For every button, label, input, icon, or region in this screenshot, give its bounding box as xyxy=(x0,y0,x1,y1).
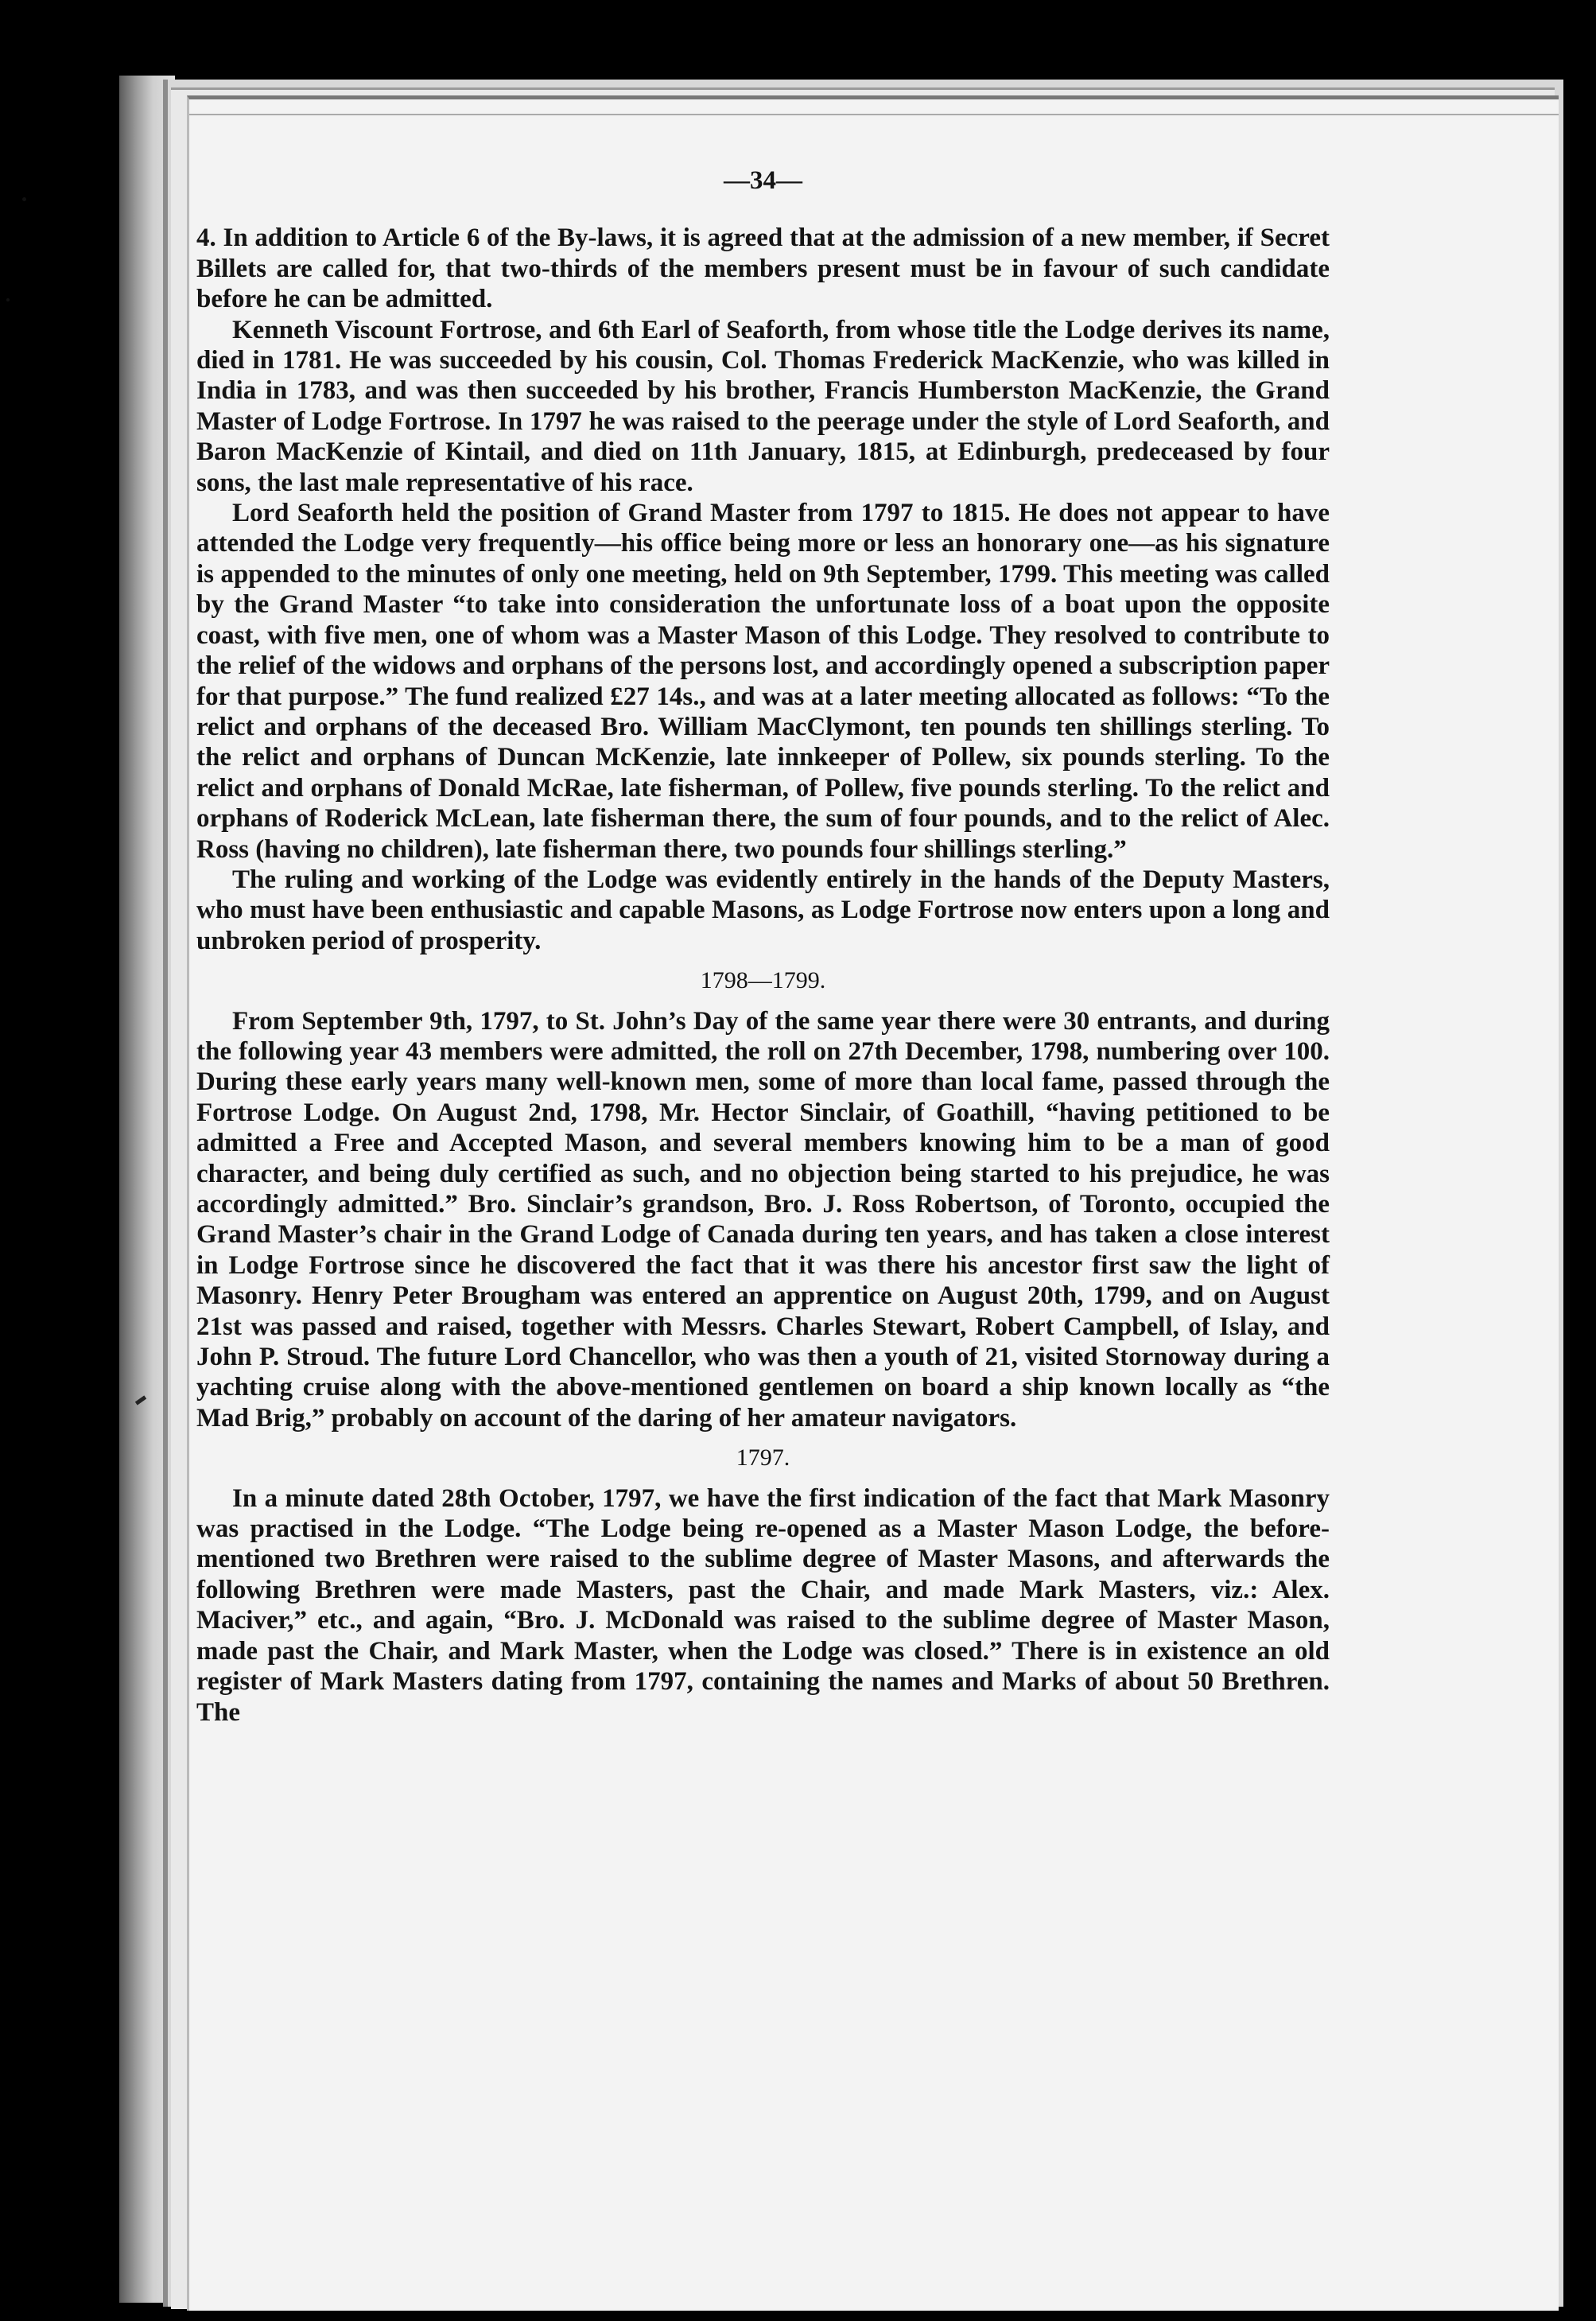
paragraph-seaforth-lineage: Kenneth Viscount Fortrose, and 6th Earl of Seaforth, from whose title the Lodge derives its name, died in 1781. He was succeeded by his cousin, Col. Thomas Frederick MacKenzie, who was killed in India in 1783, and was then succeeded by his brother, Francis Humberston MacKenzie, the Grand Master of Lodge Fortrose. In 1797 he was raised to the peerage under the style of Lord Seaforth, and Baron MacKenzie of Kintail, and died on 11th January, 1815, at Edinburgh, predeceased by four sons, the last male representative of his race. xyxy=(196,315,1330,497)
paragraph-grand-master: Lord Seaforth held the position of Grand Master from 1797 to 1815. He does not appear to have attended the Lodge very frequently—his office being more or less an honorary one—as his signature is appended to the minutes of only one meeting, held on 9th September, 1799. This meeting was called by the Grand Master “to take into consideration the unfortunate loss of a boat upon the opposite coast, with five men, one of whom was a Master Mason of this Lodge. They resolved to contribute to the relief of the widows and orphans of the persons lost, and accordingly opened a subscription paper for that purpose.” The fund realized £27 14s., and was at a later meeting allocated as follows: “To the relict and orphans of the deceased Bro. William MacClymont, ten pounds ten shillings sterling. To the relict and orphans of Duncan McKenzie, late innkeeper of Pollew, six pounds sterling. To the relict and orphans of Donald McRae, late fisherman, of Pollew, five pounds sterling. To the relict and orphans of Roderick McLean, late fisherman there, the sum of four pounds, and to the relict of Alec. Ross (having no children), late fisherman there, two pounds four shillings sterling.” xyxy=(196,499,1330,864)
page-rule xyxy=(189,114,1559,115)
paragraph-mark-masonry: In a minute dated 28th October, 1797, we have the first indication of the fact that Mark Masonry was practised in the Lodge. “The Lodge being re-opened as a Master Mason Lodge, the before-mentioned two Brethren were raised to the sublime degree of Master Masons, and afterwards the following Brethren were made Masters, past the Chair, and made Mark Masters, viz.: Alex. Maciver,” etc., and again, “Bro. J. McDonald was raised to the sublime degree of Master Mason, made past the Chair, and Mark Master, when the Lodge was closed.” There is in existence an old register of Mark Masters dating from 1797, containing the names and Marks of about 50 Brethren. The xyxy=(196,1483,1330,1727)
paragraph-deputy-masters: The ruling and working of the Lodge was evidently entirely in the hands of the Deputy Masters, who must have been enthusiastic and capable Masons, as Lodge Fortrose now enters upon a long and unbroken period of prosperity. xyxy=(196,865,1330,955)
page-number: —34— xyxy=(724,166,802,195)
scan-speck xyxy=(6,298,10,301)
section-heading-1798-1799: 1798—1799. xyxy=(700,967,826,994)
section-heading-1797: 1797. xyxy=(736,1444,790,1472)
paragraph-bylaws: 4. In addition to Article 6 of the By-laws, it is agreed that at the admission of a new member, if Secret Billets are called for, that two-thirds of the members present must be in favour of such candidate before he can be admitted. xyxy=(196,224,1330,314)
scan-speck xyxy=(22,197,26,201)
page-text xyxy=(196,165,1330,1728)
paragraph-entrants: From September 9th, 1797, to St. John’s Day of the same year there were 30 entrants, and during the following year 43 members were admitted, the roll on 27th December, 1798, numbering over 100. During these early years many well-known men, some of more than local fame, passed through the Fortrose Lodge. On August 2nd, 1798, Mr. Hector Sinclair, of Goathill, “having petitioned to be admitted a Free and Accepted Mason, and several members knowing him to be a man of good character, and being duly certified as such, and no objection being started to his prejudice, he was accordingly admitted.” Bro. Sinclair’s grandson, Bro. J. Ross Robertson, of Toronto, occupied the Grand Master’s chair in the Grand Lodge of Canada during ten years, and has taken a close interest in Lodge Fortrose since he discovered the fact that it was there his ancestor first saw the light of Masonry. Henry Peter Brougham was entered an apprentice on August 20th, 1799, and on August 21st was passed and raised, together with Messrs. Charles Stewart, Robert Campbell, of Islay, and John P. Stroud. The future Lord Chancellor, who was then a youth of 21, visited Stornoway during a yachting cruise along with the above-mentioned gentlemen on board a ship known locally as “the Mad Brig,” probably on account of the daring of her amateur navigators. xyxy=(196,1006,1330,1433)
